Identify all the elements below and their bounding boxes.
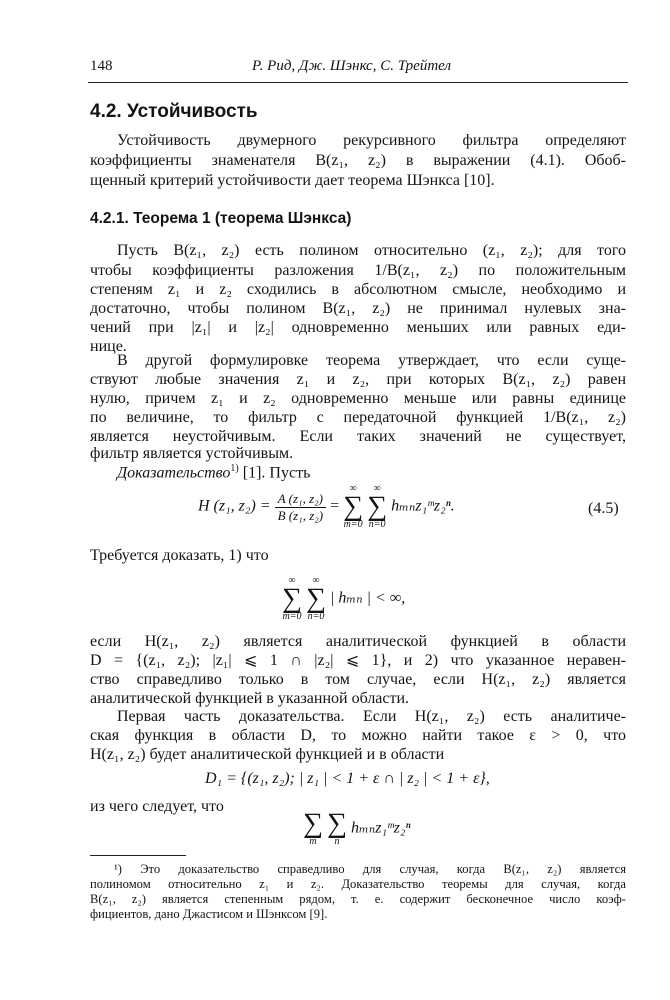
footnote-marker: 1) [230, 463, 239, 474]
text-line: степеням z₁ и z₂ сходились в абсолютном смысле, необходимо и [90, 281, 626, 298]
sum-over-m [303, 808, 323, 847]
fraction-numerator: A (z₁, z₂) [275, 492, 327, 508]
text-line: Требуется доказать, 1) что [90, 547, 269, 564]
equation-lhs: H (z₁, z₂) = [198, 497, 271, 515]
text-line: нице. [90, 338, 127, 355]
convergence-expression: | hₘₙ | < ∞, [329, 589, 406, 607]
text-line: если H(z₁, z₂) является аналитической функцией в области [90, 633, 626, 650]
text-line: D = {(z₁, z₂); |z₁| ⩽ 1 ∩ |z₂| ⩽ 1}, и 2) что указанное неравен- [90, 652, 626, 669]
footnote-line: ¹) Это доказательство справедливо для случая, когда B(z₁, z₂) является [114, 862, 626, 876]
summand: hₘₙz₁ᵐz₂ⁿ [350, 819, 411, 837]
text-line: Устойчивость двумерного рекурсивного фильтра определяют [117, 132, 626, 149]
sum-lower-limit: n [334, 836, 340, 847]
text-line: щенный критерий устойчивости дает теорема Шэнкса [10]. [90, 172, 495, 189]
sum-lower-limit: n=0 [307, 611, 325, 622]
sigma-symbol: ∑ [282, 583, 302, 614]
sum-lower-limit: n=0 [368, 519, 386, 530]
sum-lower-limit: m=0 [282, 611, 302, 622]
text-line: ство справедливо только в том случае, если H(z₁, z₂) является [90, 671, 626, 688]
sigma-symbol: ∑ [326, 808, 347, 839]
text-line: нулю, причем z₁ и z₂ одновременно меньше или равны единице [90, 390, 626, 407]
sum-upper-limit: ∞ [373, 483, 381, 494]
text-line: ствуют любые значения z₁ и z₂, при которых B(z₁, z₂) равен [90, 371, 626, 388]
text-line: аналитической функцией в указанной области. [90, 690, 410, 707]
text-line: является неустойчивым. Если таких значений не существует, [90, 428, 626, 445]
sum-over-n [326, 808, 347, 847]
equation-convergence [282, 576, 405, 622]
header-divider [88, 82, 628, 83]
sum-over-m [343, 484, 363, 530]
text-line: из чего следует, что [90, 798, 224, 815]
proof-intro [117, 459, 310, 483]
sigma-symbol: ∑ [367, 491, 388, 522]
text-line: фильтр является устойчивым. [90, 445, 294, 462]
sigma-symbol: ∑ [343, 491, 364, 522]
sigma-symbol: ∑ [305, 583, 326, 614]
fraction-denominator: B (z₁, z₂) [277, 507, 324, 523]
text-line: ская функция в области D, то можно найти такое ε > 0, что [90, 727, 626, 744]
equation-domain-d1: D₁ = {(z₁, z₂); | z₁ | < 1 + ε ∩ | z₂ | < 1 + ε}, [205, 770, 490, 787]
text-line: В другой формулировке теорема утверждает, что если суще- [117, 352, 626, 369]
text-line: достаточно, чтобы полином B(z₁, z₂) не принимал нулевых зна- [90, 300, 626, 317]
sum-upper-limit: ∞ [312, 575, 320, 586]
sum-over-n [306, 576, 326, 622]
sum-lower-limit: m [309, 836, 317, 847]
sum-upper-limit: ∞ [288, 575, 296, 586]
equation-label: (4.5) [588, 500, 619, 517]
subsection-title: 4.2.1. Теорема 1 (теорема Шэнкса) [90, 210, 352, 227]
transfer-function-fraction [275, 492, 327, 523]
sum-over-n [367, 484, 387, 530]
sum-over-m [282, 576, 302, 622]
text-line: чтобы коэффициенты разложения 1/B(z₁, z₂) по положительным [90, 262, 626, 279]
footnote-line: полиномом относительно z₁ и z₂. Доказательство теоремы для случая, когда [90, 877, 626, 891]
text-line: Пусть B(z₁, z₂) есть полином относительно (z₁, z₂); для того [117, 242, 626, 259]
text-line: Первая часть доказательства. Если H(z₁, z₂) есть аналитиче- [117, 708, 626, 725]
section-title: 4.2. Устойчивость [90, 101, 258, 122]
equation-final-sum [303, 808, 411, 847]
page-number: 148 [90, 58, 113, 74]
text-line: коэффициенты знаменателя B(z₁, z₂) в выражении (4.1). Обоб- [90, 152, 626, 169]
sum-lower-limit: m=0 [343, 519, 363, 530]
sigma-symbol: ∑ [303, 808, 323, 839]
running-header-authors: Р. Рид, Дж. Шэнкс, С. Трейтел [252, 58, 451, 74]
footnote-line: фициентов, дано Джастисом и Шэнксом [9]. [90, 907, 328, 921]
footnote-line: B(z₁, z₂) является степенным рядом, т. е. содержит бесконечное число коэф- [90, 892, 626, 906]
text-line: чений при |z₁| и |z₂| одновременно меньших или равных еди- [90, 319, 626, 336]
equation-4-5 [198, 484, 455, 530]
summand: hₘₙz₁ᵐz₂ⁿ. [391, 497, 455, 515]
text-line: по величине, то фильтр с передаточной функцией 1/B(z₁, z₂) [90, 409, 626, 426]
proof-label: Доказательство [117, 464, 231, 482]
proof-reference: [1]. Пусть [242, 464, 311, 482]
footnote-divider [90, 855, 186, 856]
text-line: H(z₁, z₂) будет аналитической функцией и в области [90, 746, 445, 763]
equals-sign: = [330, 497, 340, 515]
sum-upper-limit: ∞ [349, 483, 357, 494]
